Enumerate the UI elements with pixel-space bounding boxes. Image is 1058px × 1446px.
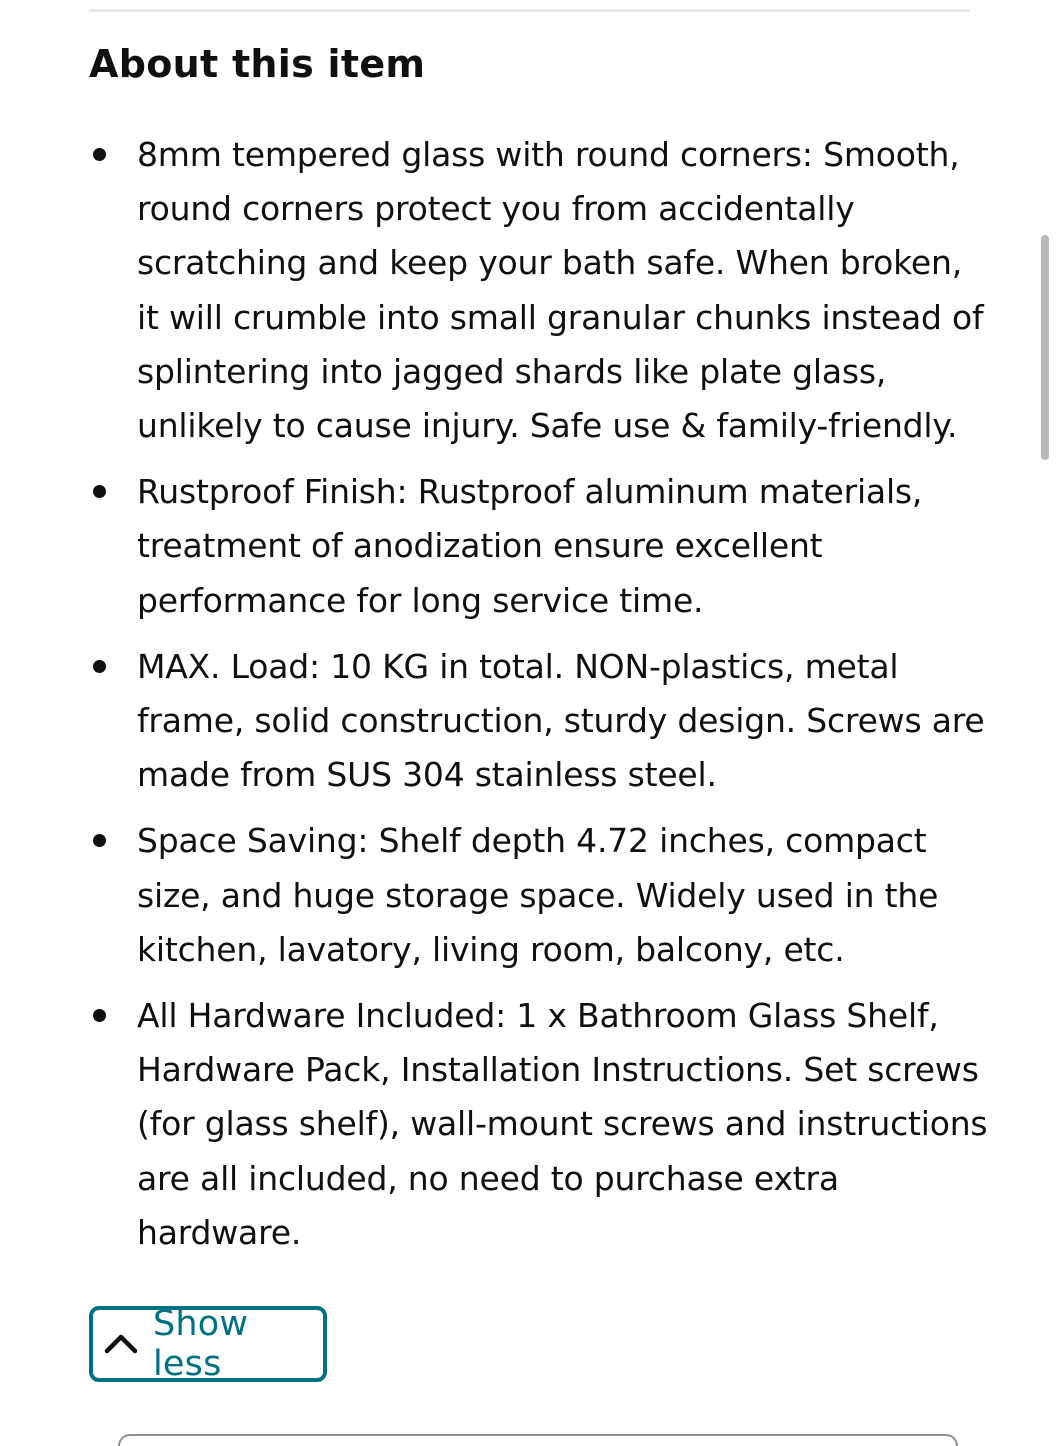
bullet-dot-icon bbox=[93, 1009, 106, 1022]
bullet-dot-icon bbox=[93, 148, 106, 161]
show-less-label: Show less bbox=[153, 1304, 249, 1384]
feature-bullet-text: Rustproof Finish: Rustproof aluminum materials, treatment of anodization ensure excellent performance for long service time. bbox=[137, 472, 923, 620]
feature-bullet-text: MAX. Load: 10 KG in total. NON-plastics, metal frame, solid construction, sturdy design. Screws are made from SUS 304 stainless steel. bbox=[137, 646, 985, 795]
feature-bullet bbox=[89, 128, 989, 453]
bullet-dot-icon bbox=[93, 660, 106, 673]
feature-bullet bbox=[89, 465, 989, 628]
bullet-dot-icon bbox=[93, 485, 106, 498]
feature-bullet-text: Space Saving: Shelf depth 4.72 inches, compact size, and huge storage space. Widely used in the kitchen, lavatory, living room, balcony, etc. bbox=[137, 821, 939, 969]
bullet-dot-icon bbox=[93, 834, 106, 847]
feature-bullet bbox=[89, 989, 989, 1260]
show-less-button[interactable] bbox=[89, 1306, 327, 1382]
section-title: About this item bbox=[89, 42, 426, 86]
scrollbar-thumb[interactable] bbox=[1041, 235, 1049, 460]
feature-bullet-text: All Hardware Included: 1 x Bathroom Glass Shelf, Hardware Pack, Installation Instructions. Set screws (for glass shelf), wall-mount screws and instructions are all included, no need to purchase extra hardware. bbox=[137, 996, 988, 1252]
feature-bullet-text: 8mm tempered glass with round corners: Smooth, round corners protect you from accidentally scratching and keep your bath safe. When broken, it will crumble into small granular chunks instead of splintering into jagged shards like plate glass, unlikely to cause injury. Safe use & family-friendly. bbox=[137, 135, 984, 446]
top-divider bbox=[89, 9, 970, 12]
feature-bullet bbox=[89, 814, 989, 977]
chevron-up-icon bbox=[103, 1326, 139, 1362]
next-card-edge bbox=[118, 1434, 958, 1446]
feature-bullet bbox=[89, 640, 989, 803]
feature-bullet-list bbox=[89, 128, 989, 1272]
